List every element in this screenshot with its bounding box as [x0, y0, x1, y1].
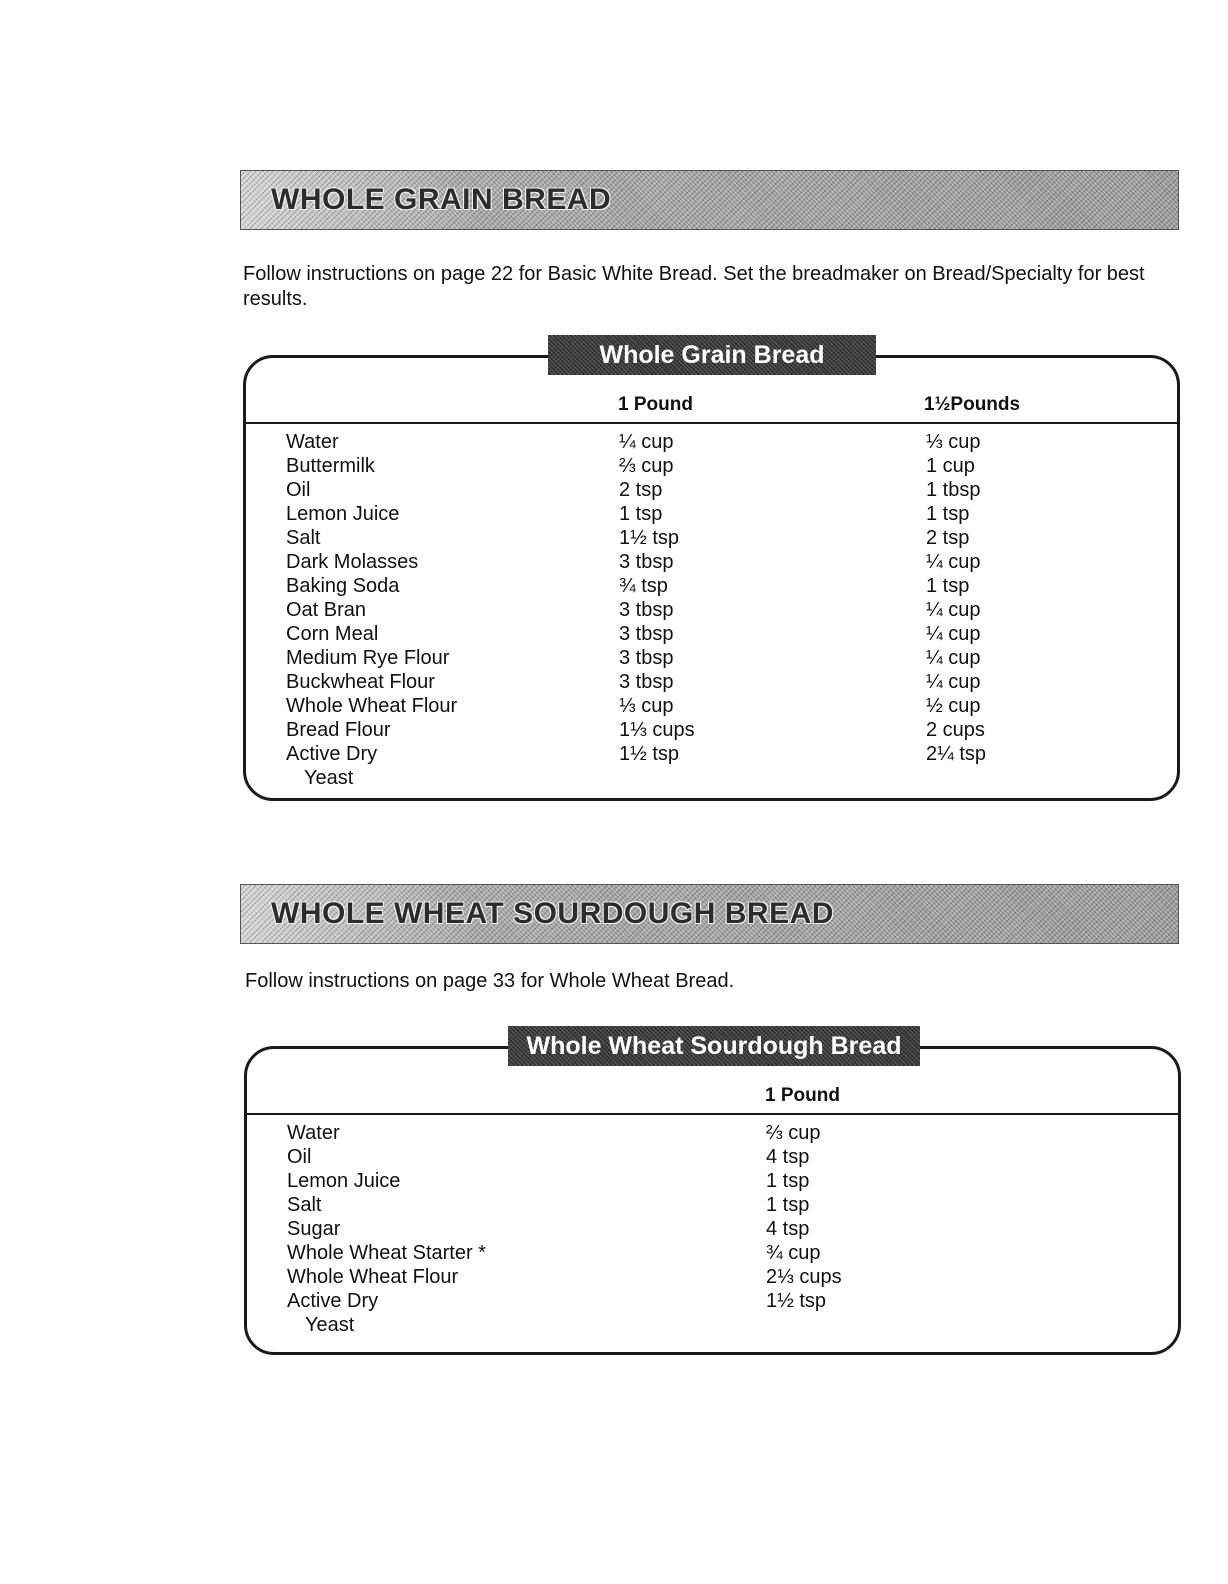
amount-1-pound: 1½ tsp [766, 1290, 827, 1312]
column-header-1-5-pounds: 1½Pounds [924, 394, 1021, 415]
section-title: WHOLE WHEAT SOURDOUGH BREAD [271, 897, 834, 930]
ingredient-list [246, 430, 1177, 790]
section-banner-whole-wheat-sourdough [240, 884, 1179, 944]
ingredient-name: Buckwheat Flour [286, 671, 435, 693]
ingredient-name: Active Dry [287, 1290, 379, 1312]
ingredient-name: Whole Wheat Starter * [287, 1242, 486, 1264]
section-intro: Follow instructions on page 33 for Whole Wheat Bread. [245, 970, 735, 992]
column-header-1-pound: 1 Pound [765, 1085, 840, 1106]
section-intro: Follow instructions on page 22 for Basic White Bread. Set the breadmaker on Bread/Specialty for best results. [243, 263, 1145, 310]
ingredient-name-continuation: Yeast [305, 1314, 355, 1336]
amount-1-5-pounds: 1 cup [926, 455, 975, 477]
ingredient-name: Sugar [287, 1218, 341, 1240]
amount-1-pound: 3 tbsp [619, 599, 674, 621]
amount-1-5-pounds: 2 cups [926, 719, 985, 741]
amount-1-5-pounds: ¼ cup [926, 551, 981, 573]
ingredient-name: Whole Wheat Flour [287, 1266, 459, 1288]
amount-1-5-pounds: 1 tsp [926, 575, 970, 597]
amount-1-5-pounds: ⅓ cup [926, 431, 981, 453]
amount-1-pound: 2⅓ cups [766, 1266, 842, 1288]
table-row [246, 670, 1177, 694]
header-divider [247, 1113, 1178, 1115]
ingredient-name: Salt [286, 527, 321, 549]
amount-1-pound: 4 tsp [766, 1218, 810, 1240]
ingredient-name: Water [287, 1122, 340, 1144]
table-row [246, 646, 1177, 670]
header-divider [246, 422, 1177, 424]
table-row [246, 598, 1177, 622]
ingredient-name: Lemon Juice [286, 503, 400, 525]
amount-1-pound: ¼ cup [619, 431, 674, 453]
table-row [246, 430, 1177, 454]
amount-1-5-pounds: ¼ cup [926, 623, 981, 645]
table-row [246, 694, 1177, 718]
column-header-1-pound: 1 Pound [618, 394, 693, 415]
ingredient-name: Baking Soda [286, 575, 400, 597]
amount-1-5-pounds: 1 tsp [926, 503, 970, 525]
table-row [247, 1169, 1178, 1193]
amount-1-5-pounds: 1 tbsp [926, 479, 981, 501]
ingredient-name: Oat Bran [286, 599, 367, 621]
ingredient-name: Lemon Juice [287, 1170, 401, 1192]
amount-1-pound: 1½ tsp [619, 527, 680, 549]
amount-1-5-pounds: ¼ cup [926, 647, 981, 669]
amount-1-pound: 3 tbsp [619, 671, 674, 693]
table-title: Whole Wheat Sourdough Bread [508, 1026, 920, 1066]
ingredient-name: Dark Molasses [286, 551, 419, 573]
table-row [247, 1193, 1178, 1217]
table-row [247, 1265, 1178, 1289]
ingredient-name-continuation: Yeast [304, 767, 354, 789]
ingredient-name: Salt [287, 1194, 322, 1216]
amount-1-pound: 3 tbsp [619, 623, 674, 645]
table-row [246, 550, 1177, 574]
amount-1-pound: 1½ tsp [619, 743, 680, 765]
table-row [247, 1217, 1178, 1241]
ingredient-name: Active Dry [286, 743, 378, 765]
table-row [247, 1145, 1178, 1169]
table-row [246, 622, 1177, 646]
amount-1-5-pounds: ½ cup [926, 695, 981, 717]
amount-1-pound: 1 tsp [619, 503, 663, 525]
ingredient-name: Buttermilk [286, 455, 375, 477]
amount-1-pound: 4 tsp [766, 1146, 810, 1168]
table-row [246, 526, 1177, 550]
recipe-table-whole-grain [243, 341, 1180, 801]
amount-1-5-pounds: ¼ cup [926, 671, 981, 693]
table-row [247, 1121, 1178, 1145]
amount-1-5-pounds: ¼ cup [926, 599, 981, 621]
amount-1-pound: 1 tsp [766, 1194, 810, 1216]
amount-1-pound: ⅔ cup [766, 1122, 821, 1144]
amount-1-pound: 3 tbsp [619, 647, 674, 669]
table-row [246, 742, 1177, 766]
amount-1-pound: 1⅓ cups [619, 719, 695, 741]
amount-1-pound: ¾ tsp [619, 575, 668, 597]
table-row [246, 718, 1177, 742]
ingredient-name: Corn Meal [286, 623, 379, 645]
ingredient-name: Water [286, 431, 339, 453]
amount-1-pound: ¾ cup [766, 1242, 821, 1264]
amount-1-pound: 1 tsp [766, 1170, 810, 1192]
ingredient-name: Oil [286, 479, 311, 501]
table-row [247, 1241, 1178, 1265]
amount-1-pound: 2 tsp [619, 479, 663, 501]
amount-1-5-pounds: 2 tsp [926, 527, 970, 549]
section-title: WHOLE GRAIN BREAD [271, 183, 612, 216]
table-row [246, 502, 1177, 526]
ingredient-name: Bread Flour [286, 719, 391, 741]
section-banner-whole-grain [240, 170, 1179, 230]
table-row [246, 574, 1177, 598]
ingredient-name: Whole Wheat Flour [286, 695, 458, 717]
ingredient-name: Medium Rye Flour [286, 647, 450, 669]
amount-1-5-pounds: 2¼ tsp [926, 743, 987, 765]
amount-1-pound: ⅓ cup [619, 695, 674, 717]
amount-1-pound: 3 tbsp [619, 551, 674, 573]
recipe-table-whole-wheat-sourdough [244, 1032, 1181, 1355]
amount-1-pound: ⅔ cup [619, 455, 674, 477]
table-row [246, 478, 1177, 502]
table-title: Whole Grain Bread [548, 335, 876, 375]
table-row [247, 1289, 1178, 1313]
ingredient-list [247, 1121, 1178, 1337]
table-row [246, 454, 1177, 478]
ingredient-name: Oil [287, 1146, 312, 1168]
